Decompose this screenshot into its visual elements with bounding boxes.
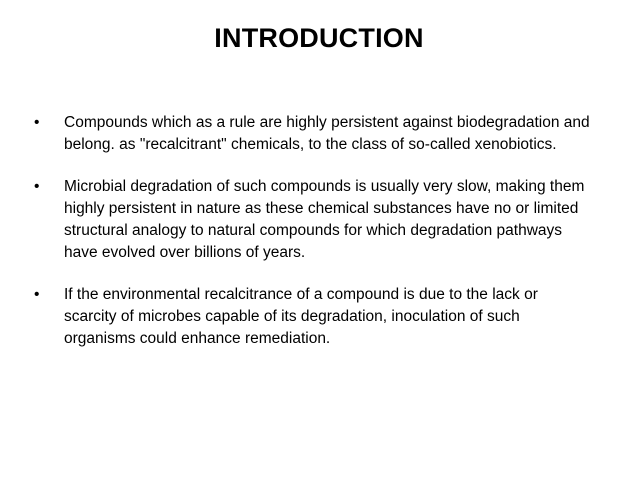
bullet-text: If the environmental recalcitrance of a compound is due to the lack or scarcity of microbes capable of its degradation, inoculation of such organisms could enhance remediation. <box>64 286 538 347</box>
bullet-dot-icon: • <box>34 114 40 131</box>
slide-title: INTRODUCTION <box>214 23 424 53</box>
bullet-text: Compounds which as a rule are highly persistent against biodegradation and belong. as "recalcitrant" chemicals, to the class of so-called xenobiotics. <box>64 114 590 153</box>
bullet-item <box>34 176 594 264</box>
bullet-text: Microbial degradation of such compounds is usually very slow, making them highly persistent in nature as these chemical substances have no or limited structural analogy to natural compounds for which degradation pathways have evolved over billions of years. <box>64 178 585 261</box>
bullet-dot-icon: • <box>34 178 40 195</box>
bullet-list <box>34 112 594 370</box>
bullet-item <box>34 284 594 350</box>
bullet-dot-icon: • <box>34 286 40 303</box>
bullet-item <box>34 112 594 156</box>
